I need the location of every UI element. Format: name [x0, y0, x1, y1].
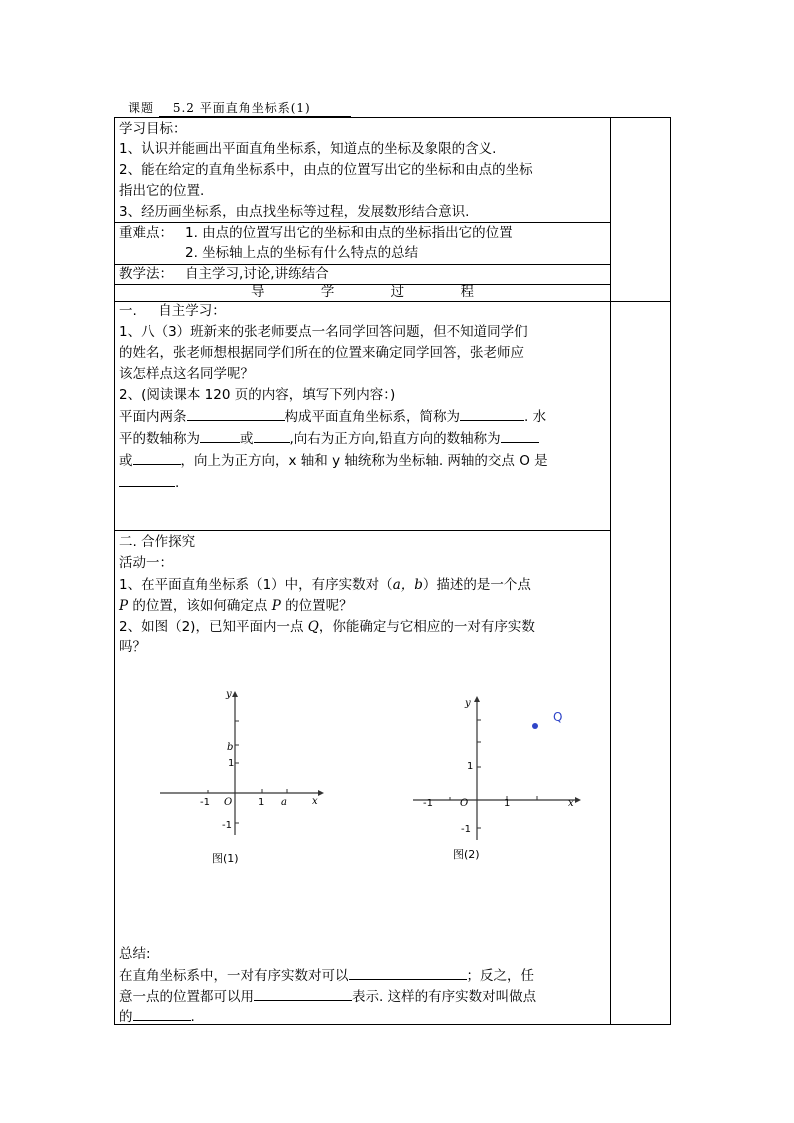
objective-line: 2、能在给定的直角坐标系中，由点的位置写出它的坐标和由点的坐标	[119, 162, 533, 178]
section1-q1-line: 的姓名，张老师想根据同学们所在的位置来确定同学回答，张老师应	[119, 345, 524, 361]
process-char: 程	[460, 284, 474, 300]
figure-2-axes	[405, 690, 595, 860]
fig1-y-label: y	[226, 689, 232, 700]
table-column-divider	[610, 117, 611, 1025]
row-divider	[114, 530, 611, 531]
figure-1-axes	[150, 685, 330, 865]
q-text: 2、如图（2)，已知平面内一点	[119, 619, 308, 635]
summary-text: .	[190, 1009, 195, 1025]
fill-text: ,向右为正方向,铅直方向的数轴称为	[289, 431, 501, 447]
summary-text: 的	[119, 1009, 133, 1025]
section2-q1-line1	[119, 575, 531, 595]
fill-text: . 水	[524, 409, 547, 425]
fig2-q-label: Q	[553, 710, 563, 724]
q-text: 的位置呢？	[280, 598, 353, 614]
fig2-one-y: 1	[467, 761, 474, 772]
method-text: 自主学习,讨论,讲练结合	[185, 266, 329, 282]
fig1-b-label: b	[227, 742, 234, 753]
point-q-marker	[532, 723, 538, 729]
key-points-label: 重难点：	[119, 225, 173, 241]
key-point-2: 2. 坐标轴上点的坐标有什么特点的总结	[185, 245, 419, 261]
summary-blank[interactable]	[254, 986, 352, 1001]
fill-blank[interactable]	[501, 428, 539, 443]
process-char: 过	[390, 284, 405, 300]
fig1-one-x: 1	[258, 797, 265, 808]
fill-line-4	[119, 472, 179, 493]
section2-activity: 活动一：	[119, 555, 173, 571]
section2-q2-line1	[119, 617, 535, 637]
section1-heading: 一. 自主学习：	[119, 303, 226, 319]
lesson-topic: 5.2 平面直角坐标系(1)	[159, 99, 351, 117]
fig2-y-label: y	[465, 698, 471, 709]
fill-text: .	[175, 475, 180, 491]
section1-q2-intro: 2、(阅读课本 120 页的内容，填写下列内容：)	[119, 387, 396, 403]
summary-text: ；反之，任	[466, 968, 534, 984]
summary-text: 在直角坐标系中，一对有序实数对可以	[119, 968, 349, 984]
fill-line-3	[119, 450, 548, 471]
summary-line-1	[119, 965, 534, 986]
section2-heading: 二. 合作探究	[119, 534, 196, 550]
q-variable: a，b	[392, 577, 423, 593]
fig1-neg-one-x: -1	[200, 797, 210, 808]
objective-line: 1、认识并能画出平面直角坐标系，知道点的坐标及象限的含义.	[119, 141, 497, 157]
fig1-a-label: a	[281, 797, 287, 808]
summary-heading: 总结:	[119, 946, 151, 962]
fig2-one-x: 1	[504, 798, 511, 809]
q-variable: P	[271, 598, 281, 614]
fig2-neg-one-x: -1	[423, 798, 433, 809]
objectives-heading: 学习目标：	[119, 121, 187, 137]
fill-line-1	[119, 406, 546, 427]
objective-line: 3、经历画坐标系，由点找坐标等过程，发展数形结合意识.	[119, 204, 470, 220]
fig1-one-y: 1	[228, 758, 235, 769]
fill-line-2	[119, 428, 539, 449]
summary-blank[interactable]	[349, 965, 467, 980]
summary-text: 意一点的位置都可以用	[119, 989, 254, 1005]
lesson-title	[128, 99, 351, 117]
figure-1	[150, 685, 330, 865]
fill-blank[interactable]	[460, 406, 524, 421]
section1-q1-line: 1、八（3）班新来的张老师要点一名同学回答问题，但不知道同学们	[119, 324, 528, 340]
fig1-neg-one-y: -1	[222, 820, 232, 831]
fig2-origin: O	[460, 798, 469, 809]
figure-2	[405, 690, 595, 860]
fill-blank[interactable]	[254, 428, 290, 443]
fill-blank[interactable]	[133, 450, 181, 465]
q-text: ，你能确定与它相应的一对有序实数	[318, 619, 535, 635]
summary-text: 表示. 这样的有序实数对叫做点	[352, 989, 537, 1005]
q-text: 的位置，该如何确定点	[128, 598, 272, 614]
key-point-1: 1. 由点的位置写出它的坐标和由点的坐标指出它的位置	[185, 225, 513, 241]
objective-line: 指出它的位置.	[119, 183, 205, 199]
q-variable: Q	[307, 619, 319, 635]
fig1-origin: O	[224, 797, 233, 808]
summary-blank[interactable]	[133, 1006, 191, 1021]
section1-q1-line: 该怎样点这名同学呢？	[119, 366, 254, 382]
summary-line-3	[119, 1006, 195, 1027]
section2-q1-line2	[119, 596, 353, 616]
method-label: 教学法：	[119, 266, 173, 282]
fill-blank[interactable]	[119, 472, 175, 487]
fill-text: 或	[240, 431, 254, 447]
summary-line-2	[119, 986, 536, 1007]
fig2-x-label: x	[568, 798, 574, 809]
fill-blank[interactable]	[187, 406, 285, 421]
figure-1-caption: 图(1)	[212, 852, 239, 865]
fig2-neg-one-y: -1	[461, 824, 471, 835]
fill-text: 平面内两条	[119, 409, 187, 425]
fill-blank[interactable]	[200, 428, 240, 443]
fill-text: 构成平面直角坐标系，简称为	[284, 409, 460, 425]
fill-text: ，向上为正方向，x 轴和 y 轴统称为坐标轴. 两轴的交点 O 是	[180, 453, 548, 469]
section2-q2-line2: 吗？	[119, 639, 146, 655]
q-text: ）描述的是一个点	[422, 577, 531, 593]
q-text: 1、在平面直角坐标系（1）中，有序实数对（	[119, 577, 393, 593]
process-char: 学	[320, 284, 335, 300]
process-heading	[114, 284, 611, 301]
fill-text: 或	[119, 453, 133, 469]
figure-2-caption: 图(2)	[453, 848, 480, 861]
fill-text: 平的数轴称为	[119, 431, 200, 447]
process-char: 导	[251, 284, 265, 300]
fig1-x-label: x	[312, 796, 318, 807]
lesson-label: 课题	[128, 101, 155, 115]
q-variable: P	[119, 598, 129, 614]
